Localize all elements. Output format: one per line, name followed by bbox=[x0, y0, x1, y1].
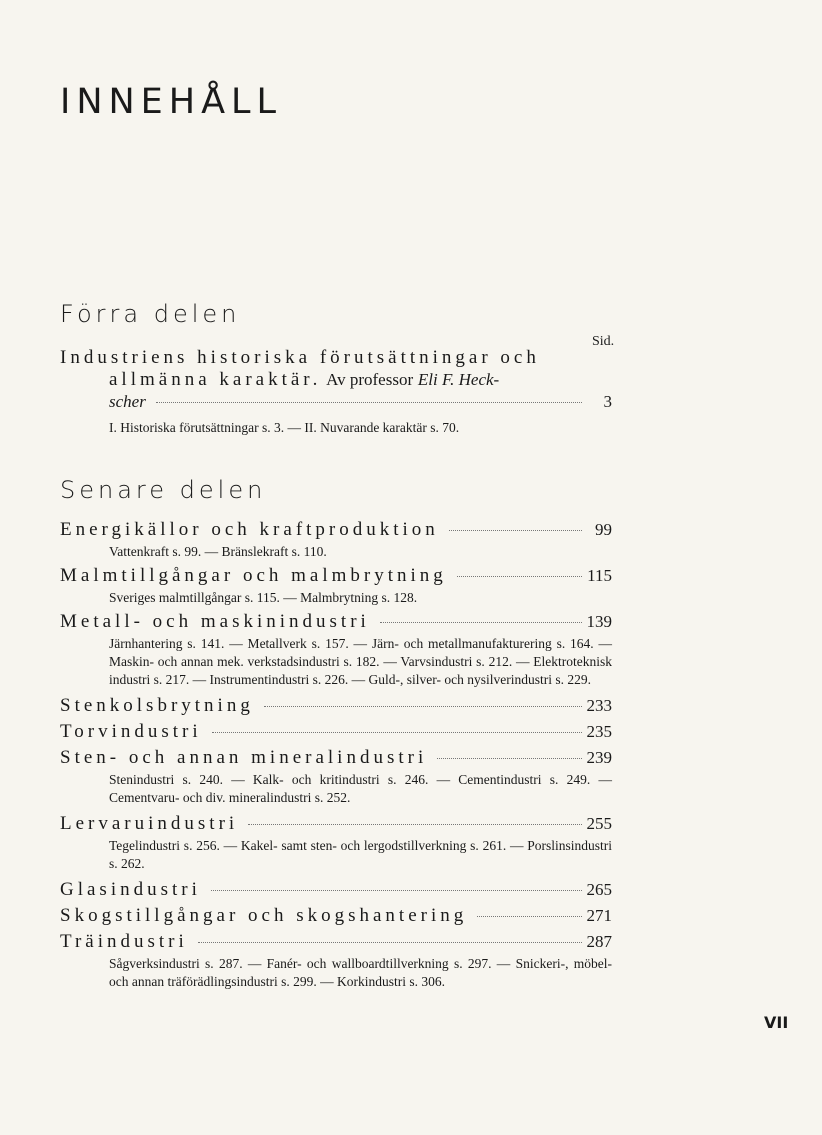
toc-entry-page: 233 bbox=[586, 696, 612, 715]
toc-entry-page: 235 bbox=[586, 722, 612, 741]
toc-entry-title: Lervaruindustri bbox=[60, 813, 239, 834]
toc-entry-page: 265 bbox=[586, 880, 612, 899]
toc-entry-subsections: I. Historiska förutsättningar s. 3. — II. Nuvarande karaktär s. 70. bbox=[109, 420, 460, 435]
toc-entry-page: 255 bbox=[586, 814, 612, 833]
toc-entry-author-prefix: Av professor bbox=[326, 370, 414, 389]
toc-entry-page: 271 bbox=[586, 906, 612, 925]
toc-entry-author-cont: scher bbox=[109, 392, 146, 411]
toc-entry-title: Stenkolsbrytning bbox=[60, 695, 254, 716]
dot-leader bbox=[198, 942, 582, 943]
toc-entry bbox=[60, 565, 612, 607]
toc-entry bbox=[60, 905, 612, 929]
toc-entry-title-cont: allmänna karaktär. bbox=[109, 369, 322, 390]
page-title: INNEHÅLL bbox=[60, 82, 283, 122]
dot-leader bbox=[380, 622, 582, 623]
toc-entry bbox=[60, 879, 612, 903]
toc-entry-subsections: Vattenkraft s. 99. — Bränslekraft s. 110. bbox=[109, 544, 327, 559]
dot-leader bbox=[264, 706, 582, 707]
dot-leader bbox=[248, 824, 582, 825]
toc-entry-page: 239 bbox=[586, 748, 612, 767]
toc-entry-author: Eli F. Heck- bbox=[417, 370, 500, 389]
dot-leader bbox=[457, 576, 582, 577]
page-column-label: Sid. bbox=[592, 334, 615, 349]
toc-entry bbox=[60, 747, 612, 807]
toc-entry-subsections: Sveriges malmtillgångar s. 115. — Malmbrytning s. 128. bbox=[109, 590, 418, 605]
dot-leader bbox=[212, 732, 582, 733]
toc-entry bbox=[60, 519, 612, 561]
toc-entry-title: Malmtillgångar och malmbrytning bbox=[60, 565, 447, 586]
toc-entry-subsections: Järnhantering s. 141. — Metallverk s. 157. — Järn- och metallmanufakturering s. 164. — Maskin- och annan mek. verkstadsindustri s. 182. — Varvsindustri s. 212. — Elektroteknisk industri s. 217. — Instrumentindustri s. 226. — Guld-, silver- och nysilverindustri s. 229. bbox=[109, 636, 612, 687]
toc-entry-title: Energikällor och kraftproduktion bbox=[60, 519, 439, 540]
toc-entry bbox=[60, 721, 612, 745]
toc-entry-subsections: Sågverksindustri s. 287. — Fanér- och wallboardtillverkning s. 297. — Snickeri-, möbel- och annan träförädlingsindustri s. 299. — Korkindustri s. 306. bbox=[109, 956, 612, 989]
toc-entry bbox=[60, 611, 612, 689]
toc-entry-title: Industriens historiska förutsättningar och bbox=[60, 347, 540, 368]
toc-entry-title: Glasindustri bbox=[60, 879, 201, 900]
toc-entry-title: Sten- och annan mineralindustri bbox=[60, 747, 428, 768]
toc-entry bbox=[60, 931, 612, 991]
toc-entry-page: 99 bbox=[595, 520, 612, 539]
dot-leader bbox=[211, 890, 582, 891]
toc-entry-title: Träindustri bbox=[60, 931, 188, 952]
toc-entry-page: 287 bbox=[586, 932, 612, 951]
dot-leader bbox=[156, 402, 582, 403]
toc-entry-subsections: Stenindustri s. 240. — Kalk- och kritindustri s. 246. — Cementindustri s. 249. — Cementvaru- och div. mineralindustri s. 252. bbox=[109, 772, 612, 805]
part-heading-first: Förra delen bbox=[60, 300, 241, 328]
toc-entry-title: Metall- och maskinindustri bbox=[60, 611, 370, 632]
toc-entry-title: Skogstillgångar och skogshantering bbox=[60, 905, 468, 926]
dot-leader bbox=[477, 916, 582, 917]
toc-first-entry bbox=[60, 347, 612, 437]
dot-leader bbox=[437, 758, 582, 759]
part-heading-second: Senare delen bbox=[60, 476, 267, 504]
page-number: VII bbox=[764, 1013, 789, 1032]
dot-leader bbox=[449, 530, 582, 531]
toc-entry bbox=[60, 813, 612, 873]
toc-entry bbox=[60, 695, 612, 719]
toc-entry-page: 139 bbox=[586, 612, 612, 631]
toc-second-list bbox=[60, 517, 612, 991]
toc-entry-subsections: Tegelindustri s. 256. — Kakel- samt sten- och lergodstillverkning s. 261. — Porslinsindustri s. 262. bbox=[109, 838, 612, 871]
toc-entry-title: Torvindustri bbox=[60, 721, 202, 742]
toc-entry-page: 3 bbox=[603, 392, 612, 411]
toc-entry-page: 115 bbox=[587, 566, 612, 585]
